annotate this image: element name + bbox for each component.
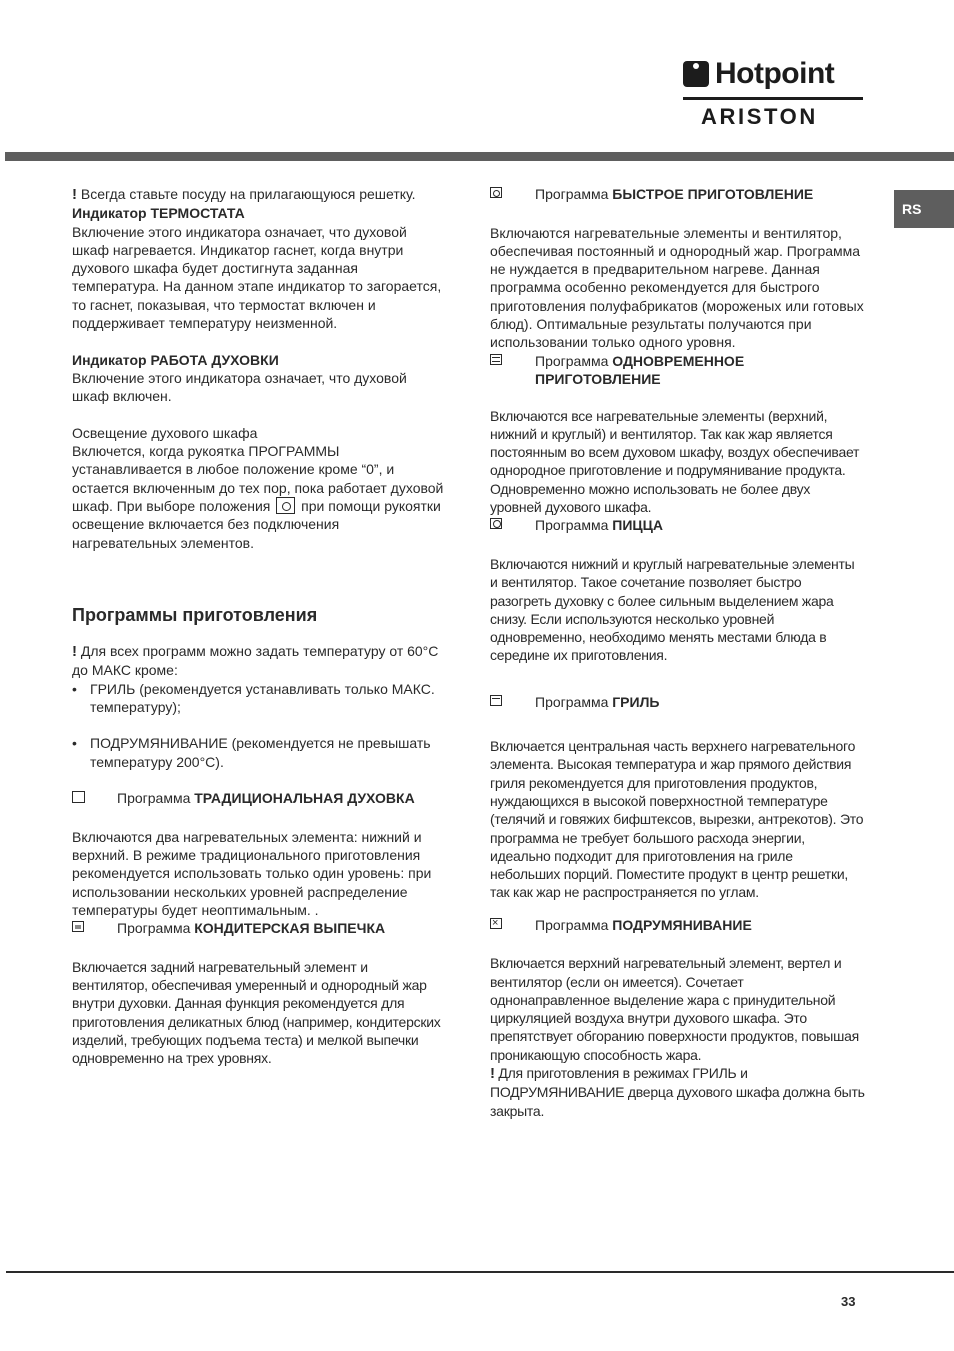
- program-pizza-header: [490, 516, 865, 536]
- program-pastry-text: Включается задний нагревательный элемент и вентилятор, обеспечивая умеренный и однородный жар внутри духовки. Данная функция рекомендуется для приготовления деликатных блюд (например, кондитерских изделий, требующих подъема теста) и мелкой выпечки одновременно на трех уровнях.: [72, 958, 441, 1067]
- program-name: ГРИЛЬ: [612, 693, 660, 710]
- program-fast-text: Включаются нагревательные элементы и вентилятор, обеспечивая постоянный и однородный жар. Программа не нуждается в предварительном нагреве. Данная программа особенно рекомендуется для быстрого приготовления полуфабрикатов (мороженых или готовых блюд). Оптимальные результаты получаются при использовании только одного уровня.: [490, 224, 864, 351]
- icon-holder: [72, 919, 117, 939]
- pizza-icon: [490, 518, 502, 529]
- bullet-mark: •: [72, 735, 77, 752]
- traditional-oven-icon: [72, 791, 85, 803]
- icon-holder: [490, 693, 535, 713]
- program-grill-header: [490, 693, 865, 713]
- left-column: [72, 185, 447, 1067]
- oven-lamp-icon: [276, 497, 295, 514]
- brand-logo: [683, 56, 863, 130]
- oven-light-section: [72, 424, 447, 552]
- oven-on-heading: [72, 351, 447, 369]
- program-multi-text: Включаются все нагревательные элементы (верхний, нижний и круглый) и вентилятор. Так как жар является постоянным во всем духовом шкафу, воздух обеспечивает однородное приготовление и подрумянивание продукта. Одновременно можно использовать не более двух уровней духового шкафа.: [490, 407, 860, 516]
- right-column: [490, 185, 865, 1120]
- thermostat-text: Включение этого индикатора означает, что духовой шкаф нагревается. Индикатор гаснет, когда внутри духового шкафа будет достигнута заданная температура. На данном этапе индикатор то загорается, то гаснет, показывая, что термостат включен и поддерживает температуру неизменной.: [72, 223, 442, 332]
- list-item-text: ГРИЛЬ (рекомендуется устанавливать только МАКС. температуру);: [90, 680, 435, 715]
- program-grill-text: Включается центральная часть верхнего нагревательного элемента. Высокая температура и жар прямого действия гриля рекомендуется для приготовления продуктов, нуждающихся в высокой поверхностной температуре (телячий и говяжих бифштексов, вырезки, антрекотов). Это программа не требует большого расхода энергии, идеально подходит для приготовления на гриле небольших порций. Поместите продукт в центр решетки, так как жар не распространяется по углам.: [490, 738, 864, 901]
- program-title: [535, 185, 865, 203]
- grill-icon: [490, 695, 502, 706]
- program-pizza-text: Включаются нижний и круглый нагревательные элементы и вентилятор. Такое сочетание позволяет быстро разогреть духовку с более сильным выделением жара снизу. Если используются несколько уровней одновременно, необходимо менять местами блюда в середине их приготовления.: [490, 555, 855, 664]
- thermostat-section: [72, 204, 447, 332]
- program-prefix: Программа: [535, 693, 613, 710]
- oven-on-title: РАБОТА ДУХОВКИ: [150, 351, 279, 368]
- list-item: [72, 734, 447, 771]
- program-prefix: Программа: [117, 790, 195, 807]
- program-prefix: Программа: [535, 916, 613, 933]
- note-text: Всегда ставьте посуду на прилагающуюся решетку.: [77, 186, 416, 202]
- note-mark: !: [72, 642, 77, 660]
- note-door: [490, 1064, 865, 1120]
- program-traditional-header: [72, 789, 447, 809]
- oven-on-label: Индикатор: [72, 351, 151, 368]
- oven-on-text: Включение этого индикатора означает, что духовой шкаф включен.: [72, 369, 407, 405]
- program-traditional-text: Включаются два нагревательных элемента: нижний и верхний. В режиме традиционального приготовления рекомендуется использовать только один уровень: при использовании нескольких уровней распределение температуры будет неоптимальным. .: [72, 828, 432, 918]
- exceptions-list: [72, 680, 447, 771]
- note-text: Для приготовления в режимах ГРИЛЬ и ПОДРУМЯНИВАНИЕ дверца духового шкафа должна быть закрыта.: [490, 1065, 865, 1119]
- note-text: Для всех программ можно задать температуру от 60°C до МАКС кроме:: [72, 642, 439, 679]
- program-name: ОДНОВРЕМЕННОЕ ПРИГОТОВЛЕНИЕ: [535, 352, 745, 387]
- oven-light-title: Освещение духового шкафа: [72, 424, 258, 441]
- program-multi-header: [490, 352, 865, 389]
- program-pastry-header: [72, 919, 447, 939]
- note-mark: !: [72, 186, 77, 203]
- program-name: ПИЦЦА: [612, 517, 663, 534]
- icon-holder: [490, 185, 535, 205]
- icon-holder: [490, 516, 535, 536]
- bullet-mark: •: [72, 680, 77, 697]
- thermostat-heading: [72, 204, 447, 222]
- language-tab: RS: [894, 190, 954, 228]
- oven-on-section: [72, 351, 447, 406]
- oven-light-text-b: при помощи рукоятки освещение включается без подключения нагревательных элементов.: [72, 498, 441, 551]
- oven-light-text: [72, 442, 447, 552]
- brand-name-bottom: ARISTON: [701, 104, 818, 129]
- multi-level-icon: [490, 354, 502, 365]
- note-temperature: [72, 642, 447, 680]
- program-title: [535, 916, 865, 934]
- program-title: [117, 919, 447, 937]
- program-browning-header: [490, 916, 865, 936]
- icon-holder: [72, 789, 117, 809]
- list-item: [72, 680, 447, 717]
- program-prefix: Программа: [535, 186, 613, 202]
- page-number: 33: [841, 1294, 856, 1309]
- footer-divider: [6, 1271, 954, 1273]
- icon-holder: [490, 916, 535, 936]
- logo-top-row: [683, 56, 863, 92]
- program-prefix: Программа: [117, 920, 195, 937]
- program-name: ТРАДИЦИОНАЛЬНАЯ ДУХОВКА: [194, 790, 415, 807]
- brand-name-top: Hotpoint: [715, 57, 835, 90]
- program-name: ПОДРУМЯНИВАНИЕ: [612, 916, 752, 933]
- program-title: [535, 693, 865, 711]
- browning-icon: [490, 918, 502, 929]
- programs-heading: Программы приготовления: [72, 604, 318, 625]
- thermostat-label: Индикатор: [72, 205, 151, 222]
- program-prefix: Программа: [535, 517, 613, 534]
- program-browning-text: Включается верхний нагревательный элемент, вертел и вентилятор (если он имеется). Сочетает однонаправленное выделение жара с принудительной циркуляцией воздуха внутри духового шкафа. Это препятствует обгоранию поверхности продуктов, повышая проникающую способность жара.: [490, 955, 859, 1063]
- program-name: БЫСТРОЕ ПРИГОТОВЛЕНИЕ: [612, 186, 814, 202]
- oven-light-text-a: Включется, когда рукоятка ПРОГРАММЫ устанавливается в любое положение кроме “0”, и остается включенным до тех пор, пока работает духовой шкаф. При выборе положения: [72, 443, 444, 515]
- program-title: [535, 516, 865, 534]
- logo-mark-icon: [683, 61, 709, 87]
- list-item-text: ПОДРУМЯНИВАНИЕ (рекомендуется не превышать температуру 200°C).: [90, 735, 431, 770]
- pastry-icon: [72, 921, 84, 932]
- icon-holder: [490, 352, 535, 372]
- note-mark: !: [490, 1065, 495, 1083]
- fast-cooking-icon: [490, 187, 502, 198]
- program-title: [117, 789, 447, 807]
- program-prefix: Программа: [535, 352, 613, 369]
- program-fast-header: [490, 185, 865, 205]
- thermostat-title: ТЕРМОСТАТА: [150, 205, 245, 222]
- logo-divider: [683, 97, 863, 100]
- program-name: КОНДИТЕРСКАЯ ВЫПЕЧКА: [194, 920, 386, 937]
- note-rack: [72, 185, 447, 204]
- program-title: [535, 352, 865, 389]
- header-bar: [5, 152, 954, 161]
